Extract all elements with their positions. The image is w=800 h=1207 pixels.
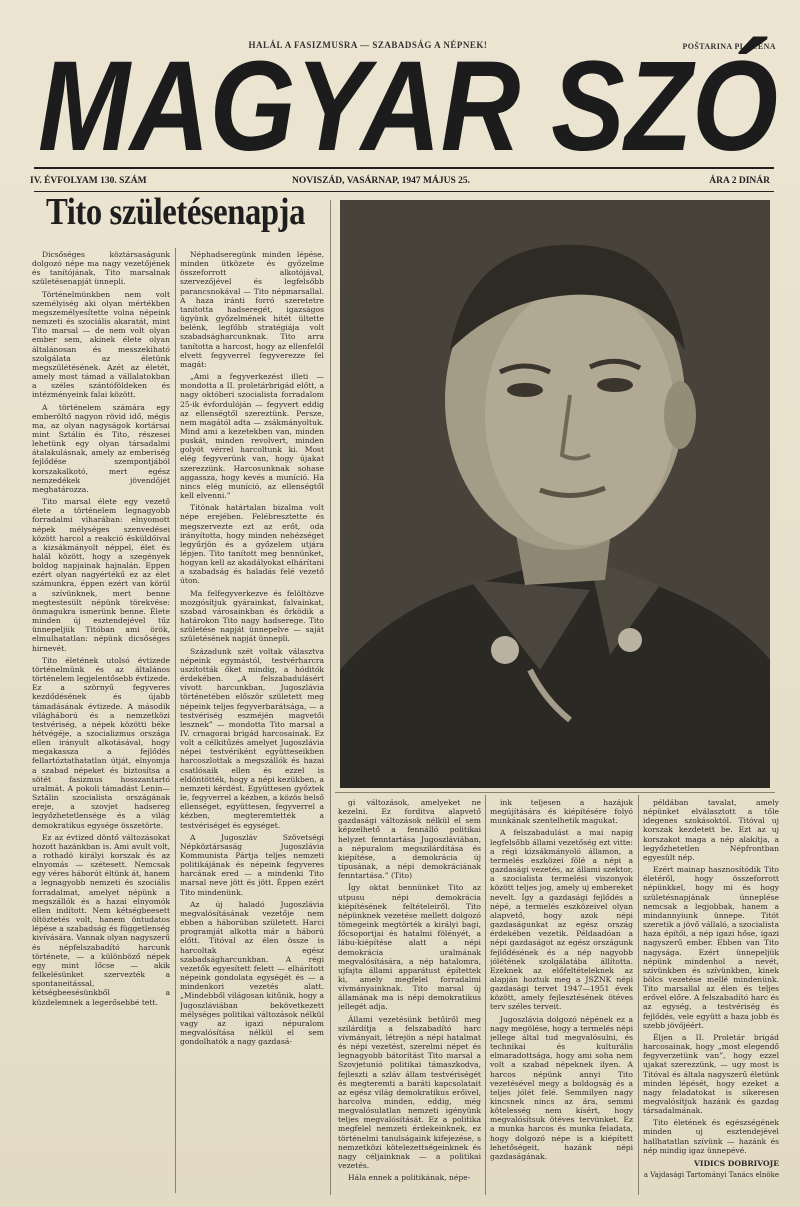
article-paragraph: Ez az évtized döntő változásokat hozott hazánkban is. Ami avult volt, a rothadó királyi korszak és az elnyomás — szétesett. Nemcsak egy véres háborút éltünk át, hanem a legnagyobb nemzeti és szociális forradalmat, amelyet népünk a megszállók és a hazai elnyomók ellen indított. Nem kétségbeesett öltöztetés volt, hanem öntudatos lépése a szabadság és függetlenség kivívására. Vannak olyan nagyszerű és népfelszabadító harcunk története, — a különböző népek egy mint lőcse — akik felkelésünket szervezték a spontaneitással, kétségbeesésünkből a küzdelemnek a legerősebbé tett. bbox=[32, 832, 170, 1007]
portrait-illustration bbox=[340, 200, 770, 788]
article-paragraph: Tito életének és egészségének minden uj esztendejével hallhatatlan szívünk — hazánk és nép mindig igaz ünnepévé. bbox=[643, 1118, 779, 1155]
postage-note: POŠTARINA PLAĆENA bbox=[682, 42, 776, 51]
article-paragraph: Dicsőséges köztársaságunk dolgozó népe ma nagy vezetőjének és tanítójának, Tito marsalnak születésenapját ünnepli. bbox=[32, 250, 170, 287]
article-paragraph: A Jugoszláv Szövetségi Népköztársaság Jugoszlávia Kommunista Pártja teljes nemzeti politikájának és népeink fegyveres harcának ered — a mindenki Tito marsal neve jött és jött. Éppen ezért Tito mindenünk. bbox=[180, 832, 324, 897]
column-divider bbox=[330, 200, 331, 1195]
article-headline: Tito születésenapja bbox=[46, 191, 306, 233]
article-column-3 bbox=[338, 798, 481, 1196]
column-divider bbox=[638, 795, 639, 1195]
article-paragraph: Jugoszlávia dolgozó népének ez a nagy megölése, hogy a termelés népi jellege által tud megvalósulni, és technikai és kulturális elmaradottsága, hogy ami soha nem volt a szabad népeknek ilyen. A harcos népünk annyi Tito vezetésével megy a boldogság és a teljes jólét felé. Semmilyen nagy kincsnek nincs az ára, semmi kötelesség nem kísért, hogy megvalósítsuk ötéves tervünket. Ez a munka harcos és munka feladata, hogy dolgozó népe is a kiépített lehetőségeit, hazánk népi gazdaságának. bbox=[490, 1014, 633, 1161]
masthead-rule-top bbox=[34, 167, 774, 169]
edition-volume: IV. ÉVFOLYAM 130. SZÁM bbox=[30, 176, 147, 186]
article-paragraph: Századunk szét voltak választva népeink egymástól, testvérharcra uszították őket mindig, a hóditók érdekében. „A felszabadulásért vívott harcunkban, Jugoszlávia történetében először született meg népeink teljes fegyverbarátsága, — a testvériség eszméjén magvetői lesznek” — mondotta Tito marsal a IV. crnagorai brigád harcosainak. Ez volt a célkitűzés amelyet Jugoszlávia népei testvériként együtteseikben harcoszlottak a megszállók és hazai csatlósaik ellen és ezzel is eldöntötték, hogy a népi kezükben, a nemzeti kérdést. Együttesen győztek le, fegyverrel a kézben, a közös belső ellenséget, együttesen, fegyverrel a kézben, megteremtették a testvériséget és egységet. bbox=[180, 646, 324, 830]
edition-price: ÁRA 2 DINÁR bbox=[709, 176, 770, 186]
article-paragraph: gi változások, amelyeket ne kezelni. Ez forditva alapvető gazdasági változások nélkül el sem képzelhető a fennálló politikai helyzet fenntartása Jugoszláviában, a népuralom megszilárdítása és kiépítése, a demokrácia új típusának, a népi demokráciának fenntartása.” (Tito) bbox=[338, 798, 481, 881]
article-paragraph: Ezért mainap hasznosítódik Tito életéről, hogy összeforrott népünkkel, hogy mi és hogy születésnapjának ünneplése nemcsak a legjobbak, hanem a mindannyiunk ünnepe. Titót szeretik a jövő vállaló, a szocialista haza építői, a nép igazi hőse, igazi nagyszerű ember. Ebben van Tito nagysága. Ezért ünnepeljük népünk mindenhol a nevét, szívünkben és szívünkben, kinek bölcs vezetése mellé mindenünk. Tito marsallal az élen és teljes erővel előre. A felszabadító harc és az egység, a testvériség és fejlődés, vele együtt a haza jobb és szebb jövőjéért. bbox=[643, 865, 779, 1030]
article-paragraph: Az új haladó Jugoszlávia megvalósításának vezetője nem ebben a háborúban született. Harci programját alkotta már a háború előtt. Titóval az élen össze is harcoltak egész szabadságharcunkban. A régi vezetők egyesített felett — elhárított népeink gondolata egységét és — a mindenkori vezetés alatt. „Mindebből világosan kitűnik, hogy a Jugoszláviában bekövetkezett mélységes politikai változások nélkül vagy az igazi népuralom megvalósítása nélkül el sem gondolhatók a nagy gazdasá- bbox=[180, 899, 324, 1047]
article-paragraph: Titónak határtalan bizalma volt népe erejében. Felébresztette és megszervezte ezt az erőt, oda irányította, hogy minden nehézséget legyűrjön és a győzelem utjára lépjen. Tito tanított meg bennünket, hogyan kell az akadályokat elhárítani a szabadság és haladás felé vezető úton. bbox=[180, 503, 324, 586]
article-paragraph: A felszabadulást a mai napig legfelsőbb állami vezetőség ezt vitte: a régi kizsákmányoló államon, a termelés eszközei fölé a népi a gazdasági vezetés, az állami szektor, a szocialista termelési viszonyok között teljes jog, amely uj embereket nevelt. Így a gazdasági fejlődés a népé, a termelés eszközeivel olyan alapvető, hogy azok népi gazdaságunkat az egész ország érdekében vezetik. Példaadóan a népi gazdaságot az egész országunk fejlődésének és a nép nagyobb jólétének szolgálatába állította. Ezeknek az előfeltételeknek az alapján hoztuk meg a JSZNK népi gazdasági tervet 1947—1951 évek között, amely fejlesztésének ötéves terv széles terveit. bbox=[490, 828, 633, 1012]
article-column-5 bbox=[643, 798, 779, 1196]
masthead-title-text: MAGYAR SZÓ bbox=[38, 36, 778, 166]
tito-portrait-photo bbox=[340, 200, 770, 788]
article-column-2 bbox=[180, 250, 324, 1195]
photo-bottom-rule bbox=[335, 792, 775, 793]
article-paragraph: Éljen a II. Proletár brigád harcosainak, hogy „most elegendő fegyverzetünk van”, hogy ezzel ujakat szerezzünk, — ugy most is Titóval és általa nagyszerű életünk minden lépését, hogy ezeket a nagy feladatokat is sikeresen megvalósítjuk hazánk és gazdag társadalmának. bbox=[643, 1032, 779, 1116]
article-paragraph: Hála ennek a politikának, népe- bbox=[348, 1173, 471, 1183]
article-paragraph: Ma felfegyverkezve és felöltözve mozgósítjuk gyárainkat, falvainkat, szabad városainkban és őrködik a határokon Tito nagy hadserege. Tito születése napját ünnepelve — saját születésének napját ünnepli. bbox=[180, 588, 324, 644]
column-divider bbox=[485, 795, 486, 1195]
article-paragraph: Tito életének utolsó évtizede történelmünk és az általános történelem legjelentősebb évtizede. Ez a szörnyű fegyveres kezdődésének és újabb támadásának évtizede. A második világháború és a nemzetközi testvériség, a népek közötti béke hétvégéje, a szocializmus országa ellen irányult alkotásával, hogy megakassza a fejlődés fellartóztathatatlan útját, elnyomja a szabad népeket és biztosítsa a sötét fasizmus hosszantartó uralmát. A pokoli támadást Lenin—Sztálin szocialista országának ereje, a szovjet hadsereg legyőzhetetlensége és a világ demokratikus egysége összetörte. bbox=[32, 655, 170, 830]
masthead-title bbox=[34, 36, 784, 166]
article-paragraph: ink teljesen a hazájuk megújítására és kiépítésére folyó munkának szentelhetik magukat. bbox=[490, 798, 633, 826]
article-column-4 bbox=[490, 798, 633, 1196]
article-paragraph: A történelem számára egy emberöltő nagyon rövid idő, mégis ma, az olyan nagyságok kortársai mint Sztálin és Tito, részesei lehetünk egy olyan társadalmi átalakulásnak, amely az emberiség fejlődése szempontjából korszakalkotó, mert egész nemzedékek jövendőjét meghatározza. bbox=[32, 402, 170, 494]
article-column-1 bbox=[32, 250, 170, 1195]
column-divider bbox=[175, 248, 176, 1193]
article-paragraph: Így oktat bennünket Tito az utpusu népi demokrácia kiépítésének feltételeiről. Tito népünknek vezetése mellett dolgozó tömegeink megtörték a királyi bagi, főcsoportjai és hatalmi fölényét, a lábu-kiépítése alatt a népi demokrácia uralmának megvalósítására, a nép hatalomra, ujfajta állami apparátust építettek ki, amely megfelel forradalmi vívmányainknak. Tito marsal új államának ma is népi demokratikus jellegét adja. bbox=[338, 883, 481, 1012]
article-paragraph: Tito marsal élete egy vezető élete a történelem legnagyobb forradalmi viharában: elnyomott népek mélységes szenvedései között harcol a reakció ésküldőival a kizsákmányolt néppel, élet és halál között, hogy a szegények boldog napjainak hajnalán. Eppen ezért olyan nagyértékű ez az élet számunkra, éppen ezért van körül a szívünknek, mert benne megtestesült népünk törekvése: önmagukra ismerünk benne. Élete minden új esztendejével tűz ünnepeljük Titóban ami örök, elmulhatatlan: népünk dicsőséges hirnevét. bbox=[32, 497, 170, 653]
edition-dateline: NOVISZÁD, VASÁRNAP, 1947 MÁJUS 25. bbox=[292, 176, 470, 186]
article-paragraph: Történelmünkben nem volt személyiség aki olyan mértékben megszemélyesítette volna népeink nemzeti és szociális akaratát, mint Tito marsal — de nem volt olyan ember sem, akinek élete olyan általánosan és messzekiható szolgálata az életünk megszülétésének. Azét az életét, amely most támad a vállalatokban a széles szántóföldeken és intézményeink falai között. bbox=[32, 289, 170, 400]
author-signature: VIDICS DOBRIVOJE bbox=[694, 1158, 779, 1168]
article-paragraph: példában tavalat, amely népünket elválasztott a tőle idegenes szokásoktól. Titóval uj korszak kezdetett be. Ezt az uj korszakot maga a nép alakítja, a legyőzhetetlen Népfrontban egyesült nép. bbox=[643, 798, 779, 862]
article-paragraph: Állami vezetésünk betűiről meg szilárdítja a felszabadító harc vívmányait, létrejön a népi hatalmat és népi vezetést, szerelmi népet és legnagyobb bátorítást Tito marsal a Szovjetunió politikai támaszkodva, fejleszti a szláv állam testvériségét és megteremti a baráti kapcsolatait az egész világ demokratikus erőivel, harcolva minden, eddig, még megvalósulatlan nemzeti igényünk teljes megvalósítását. Ez a politika megfelel nemzeti érdekeinknek, ez történelmi tanulságaink kifejezése, s nemzetközi kötelezettségeinknek és nagy céljainknak — a politikai vezetés. bbox=[338, 1014, 481, 1171]
article-paragraph: Néphadseregünk minden lépése, minden ütközete és győzelme összeforrott alkotójával, szervezőjével és legfelsőbb parancsnokával — Tito népmarsallal. A haza iránti forró szeretetre tanította hadseregét, igazságos ügyünk győzelmének hitét ültette belénk, legfőbb stratégiája volt szabadságharcunknak. Tito arra tanította a harcost, hogy az ellenfelől elvett fegyverrel fegyverezze fel magát: bbox=[180, 250, 324, 369]
author-title: a Vajdasági Tartományi Tanács elnöke bbox=[643, 1171, 779, 1180]
masthead-slogan: HALÁL A FASIZMUSRA — SZABADSÁG A NÉPNEK! bbox=[248, 40, 488, 50]
article-paragraph: „Ami a fegyverkezést illeti — mondotta a II. proletárbrigád előtt, a nagy októberi szocialista forradalom 25-ik évfordulóján — fegyvert eddig az ellenségtől szereztünk. Persze, nem magától adta — zsákmányoltuk. Mind ami a kezetekben van, minden puskát, minden revolvert, minden golyót vérrel harcoltunk ki. Most elég fegyverünk van, hogy újakat szerezzünk. Harcosunknak sohase aggassza, hogy kevés a muníció. Ha nincs elég muníció, az ellenségtől kell elvenni.” bbox=[180, 372, 324, 501]
article-column-5-text bbox=[643, 798, 779, 1155]
